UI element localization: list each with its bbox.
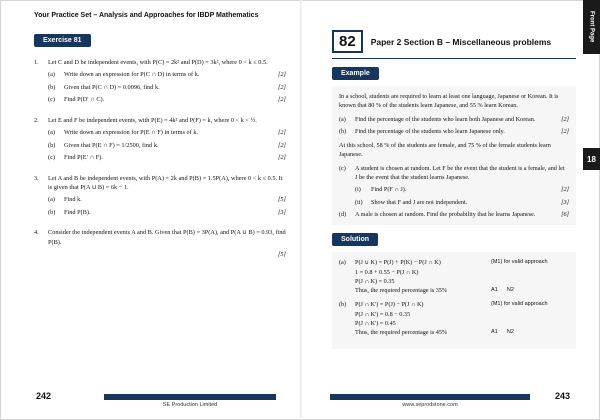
problem-1 [34,58,286,105]
solution-badge: Solution [332,233,378,246]
part-marks: [2] [277,83,286,91]
part-text: Find P(E′ ∩ F). [64,154,103,162]
part-text: Given that P(C ∩ D) = 0.0096, find k. [64,83,160,91]
working-text: P(J ∪ K) = P(J) + P(K) − P(J ∩ K) [355,259,441,267]
part-label [48,250,64,259]
problem-number: 3. [34,174,39,182]
part-marks: [2] [561,115,569,123]
part-marks: [2] [277,71,286,79]
chapter-heading [332,30,576,59]
right-footer-bar [330,394,530,400]
part-text: A male is chosen at random. Find the probability that he learns Japanese. [355,210,536,218]
part-text: Find k. [64,196,82,204]
part-text [64,250,278,259]
solution-line [355,300,569,309]
part-text: Find the percentage of the students who learn both Japanese and Korean. [355,115,536,123]
part-label: (c) [48,96,55,104]
mark-code [491,319,569,328]
part-marks: [3] [561,198,569,206]
solution-line [355,268,569,277]
part-text: Find P(B). [64,208,91,216]
front-page-tab: Front Page [583,0,600,54]
example-part-a [339,115,569,124]
part-text: Write down an expression for P(E ∩ F) in terms of k. [64,129,199,137]
solution-line [355,286,569,295]
problem-part [48,153,286,162]
part-label: (d) [339,210,347,218]
example-part-c-ii [355,198,569,207]
part-label: (a) [339,115,346,123]
problem-part [48,195,286,204]
right-page-column [332,30,576,349]
problem-part [48,70,286,79]
part-marks: [2] [277,96,286,104]
part-label: (b) [48,208,56,216]
problem-number: 1. [34,59,39,66]
part-marks: [6] [561,210,569,218]
part-label: (b) [48,141,56,149]
part-marks: [2] [277,129,286,137]
problem-4 [34,228,286,259]
part-label: (c) [48,154,55,162]
part-marks: [2] [561,186,569,194]
problem-3 [34,174,286,218]
part-label: (b) [48,83,56,91]
right-page-number: 243 [554,391,570,401]
left-page-number: 242 [36,391,52,401]
example-badge: Example [332,67,379,80]
problem-stem: Let A and B be independent events, with P(A) = 2k and P(B) = 1.5P(A), where 0 < k ≤ 0.5. It is given that P(A ∪ B) = 6k − 1. [48,174,283,191]
problem-part [48,141,286,150]
example-panel [332,86,576,225]
part-text: Find the percentage of the students who learn Japanese only. [355,127,505,135]
mark-code [491,310,569,319]
left-footer-text: SE Production Limited [162,402,218,408]
part-label: (a) [339,259,346,267]
chapter-title: Paper 2 Section B – Miscellaneous problems [370,36,552,47]
part-marks: [2] [277,141,286,149]
working-text: P(J ∩ K) = 0.35 [355,277,395,285]
problem-part [48,83,286,92]
problem-stem: Let E and F be independent events, with P(E) = 4k² and P(F) = k, where 0 < k < ½. [48,116,257,124]
mark-code: (M1) for valid approach [491,301,548,308]
part-label: (a) [48,129,55,137]
part-text: Show that F and J are not independent. [371,198,468,206]
problem-part [48,95,286,104]
mark-code: A1 N2 [491,287,514,294]
part-text: Find P(D′ ∩ C). [64,96,105,104]
right-footer-text: www.seprodstone.com [402,402,458,408]
working-text: P(J ∩ K′) = 0.8 − 0.35 [355,310,411,318]
part-marks: [3] [277,208,286,216]
example-intro: In a school, students are required to learn at least one language, Japanese or Korean. It is known that 80 % of the students learn Japanese, and 55 % learn Korean. [339,93,559,110]
part-text: Find P(F ∩ J). [371,186,407,194]
problem-stem: Consider the independent events A and B. Given that P(B) = 3P(A), and P(A ∪ B) = 0.93, find P(B). [48,229,286,246]
working-text: Thus, the required percentage is 35% [355,287,448,295]
part-label: (i) [355,186,361,194]
solution-line [355,277,569,286]
mark-code [491,277,569,286]
part-label: (a) [48,71,55,79]
problems-list [34,58,286,271]
solution-part-b [339,300,569,337]
chapter-number: 82 [332,30,363,53]
working-text: P(J ∩ K′) = P(J) − P(J ∩ K) [355,301,424,309]
problem-part [48,128,286,137]
part-marks: [5] [277,196,286,204]
part-label: (a) [48,196,55,204]
example-part-d [339,210,569,219]
solution-line [355,258,569,267]
part-label: (ii) [355,198,363,206]
problem-2 [34,116,286,163]
mark-code [491,268,569,277]
running-header: Your Practice Set – Analysis and Approaches for IBDP Mathematics [34,12,259,19]
part-marks: [2] [277,154,286,162]
solution-line [355,319,569,328]
part-label: (c) [339,164,346,172]
part-text: Given that P(E ∩ F) = 1/2500, find k. [64,141,159,149]
problem-part [48,250,286,259]
left-footer-bar [104,394,276,400]
chapter-side-tab: 18 [583,148,600,170]
working-text: 1 = 0.8 + 0.55 − P(J ∩ K) [355,268,419,276]
part-text: A student is chosen at random. Let F be the event that the student is a female, and let J be the event that the student learns Japanese. [355,164,565,182]
part-label: (b) [339,127,347,135]
solution-line [355,328,569,337]
solution-line [355,310,569,319]
problem-number: 4. [34,229,39,237]
example-part-b [339,127,569,136]
example-mid: At this school, 58 % of the students are female, and 75 % of the female students learn Japanese. [339,142,551,159]
mark-code: (M1) for valid approach [491,259,548,266]
part-marks: [5] [277,251,286,259]
solution-part-a [339,258,569,295]
part-marks: [2] [561,127,569,135]
problem-part [48,208,286,217]
working-text: Thus, the required percentage is 45% [355,329,448,337]
mark-code: A1 N2 [491,329,514,336]
problem-number: 2. [34,116,39,124]
example-part-c-i [355,185,569,194]
example-part-c [339,164,569,183]
part-label: (b) [339,301,347,309]
page-fold [300,0,302,420]
solution-panel [332,252,576,348]
part-text: Write down an expression for P(C ∩ D) in terms of k. [64,71,200,79]
problem-stem: Let C and D be independent events, with P(C) = 2k² and P(D) = 3k², where 0 < k ≤ 0.5. [48,59,268,66]
working-text: P(J ∩ K′) = 0.45 [355,320,396,328]
exercise-badge: Exercise 81 [34,34,91,47]
